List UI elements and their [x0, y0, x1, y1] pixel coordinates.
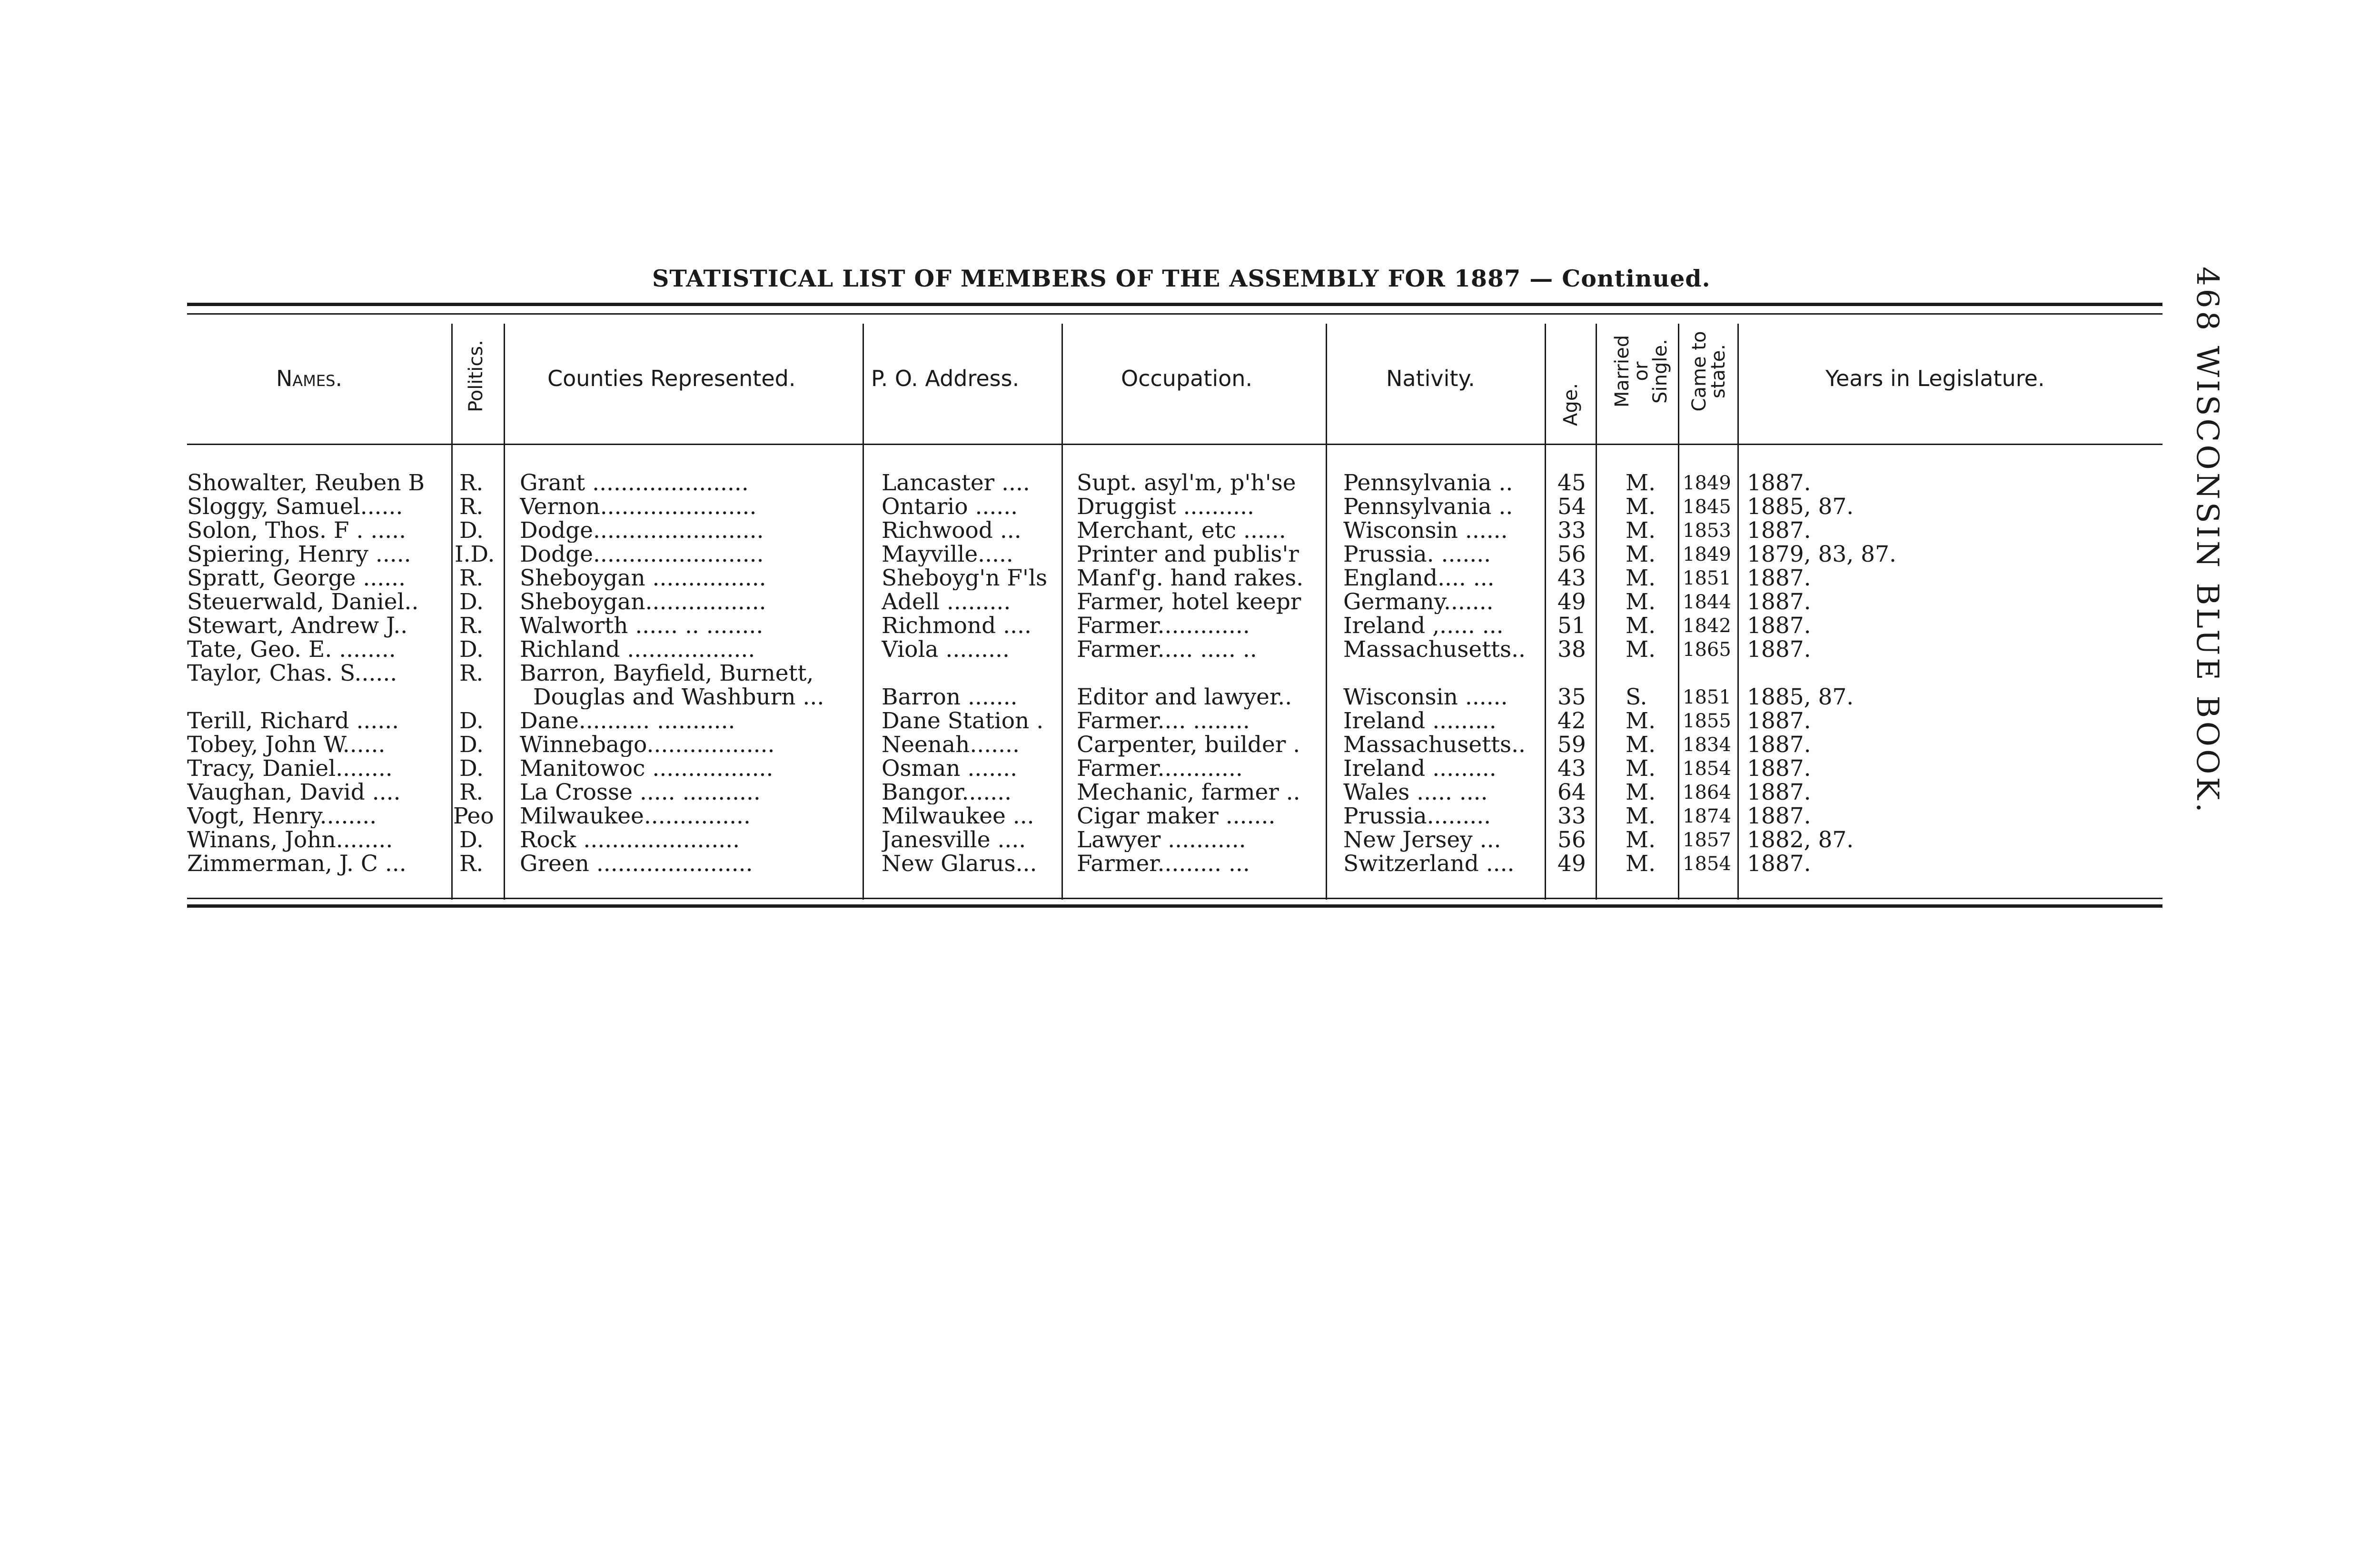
cell-age: 43 [1557, 757, 1586, 781]
cell-years: 1887. [1747, 733, 1811, 757]
cell-married: M. [1626, 828, 1656, 852]
header-counties: Counties Represented. [547, 366, 796, 391]
bottom-rule-thick [187, 904, 2162, 908]
cell-politics: D. [459, 733, 484, 757]
table-row [0, 804, 2380, 828]
cell-county: Sheboygan................. [520, 590, 766, 614]
table-row [0, 709, 2380, 733]
cell-politics: D. [459, 828, 484, 852]
cell-politics: D. [459, 638, 484, 662]
cell-nativity: Ireland ......... [1343, 757, 1497, 781]
cell-years: 1887. [1747, 757, 1811, 781]
table-row [0, 566, 2380, 590]
cell-county: Vernon...................... [520, 495, 757, 519]
cell-years: 1879, 83, 87. [1747, 543, 1896, 566]
cell-nativity: Wisconsin ...... [1343, 685, 1508, 709]
cell-name: Tate, Geo. E. ........ [187, 638, 396, 662]
cell-politics: R. [459, 471, 484, 495]
cell-nativity: Pennsylvania .. [1343, 495, 1513, 519]
cell-occupation: Merchant, etc ...... [1077, 519, 1286, 543]
top-rule-thick [187, 303, 2162, 306]
cell-occupation: Farmer............ [1077, 757, 1243, 781]
cell-occupation: Farmer......... ... [1077, 852, 1250, 876]
cell-name: Spiering, Henry ..... [187, 543, 411, 566]
cell-married: M. [1626, 709, 1656, 733]
cell-nativity: Pennsylvania .. [1343, 471, 1513, 495]
table-row [0, 590, 2380, 614]
cell-county: Green ...................... [520, 852, 753, 876]
cell-po: Janesville .... [882, 828, 1026, 852]
cell-name: Spratt, George ...... [187, 566, 406, 590]
cell-age: 51 [1557, 614, 1586, 638]
cell-occupation: Farmer..... ..... .. [1077, 638, 1257, 662]
cell-married: M. [1626, 590, 1656, 614]
cell-politics: D. [459, 757, 484, 781]
cell-county: Dodge........................ [520, 543, 764, 566]
cell-county: Dodge........................ [520, 519, 764, 543]
cell-name: Stewart, Andrew J.. [187, 614, 408, 638]
cell-po: Viola ......... [882, 638, 1010, 662]
cell-years: 1887. [1747, 471, 1811, 495]
cell-nativity: Wales ..... .... [1343, 781, 1488, 804]
cell-po: Richwood ... [882, 519, 1021, 543]
cell-came: 1842 [1683, 615, 1731, 637]
cell-politics: R. [459, 781, 484, 804]
cell-name: Tracy, Daniel........ [187, 757, 393, 781]
table-row [0, 519, 2380, 543]
table-row [0, 638, 2380, 662]
cell-po: Dane Station . [882, 709, 1044, 733]
cell-politics: R. [459, 495, 484, 519]
header-years: Years in Legislature. [1825, 366, 2045, 391]
table-row [0, 828, 2380, 852]
cell-politics: I.D. [455, 543, 495, 566]
cell-years: 1887. [1747, 804, 1811, 828]
table-row [0, 543, 2380, 566]
cell-county: Rock ...................... [520, 828, 740, 852]
cell-name: Showalter, Reuben B [187, 471, 425, 495]
cell-county: La Crosse ..... ........... [520, 781, 761, 804]
cell-nativity: Germany....... [1343, 590, 1494, 614]
cell-politics: R. [459, 614, 484, 638]
table-row [0, 757, 2380, 781]
cell-years: 1887. [1747, 590, 1811, 614]
cell-came: 1851 [1683, 567, 1731, 589]
table-row [0, 614, 2380, 638]
cell-came: 1857 [1683, 829, 1731, 851]
header-names: Names. [276, 366, 343, 391]
table-row [0, 495, 2380, 519]
cell-age: 33 [1557, 519, 1586, 543]
cell-county: Milwaukee............... [520, 804, 751, 828]
cell-came: 1844 [1683, 591, 1731, 613]
header-married-line3: Single. [1649, 339, 1671, 404]
cell-po: Lancaster .... [882, 471, 1030, 495]
cell-years: 1887. [1747, 614, 1811, 638]
cell-years: 1887. [1747, 781, 1811, 804]
cell-age: 43 [1557, 566, 1586, 590]
cell-name: Tobey, John W...... [187, 733, 386, 757]
header-married-line1: Married [1611, 335, 1633, 408]
cell-married: M. [1626, 804, 1656, 828]
cell-occupation: Farmer.... ........ [1077, 709, 1250, 733]
cell-came: 1849 [1683, 544, 1731, 565]
cell-occupation: Farmer............. [1077, 614, 1250, 638]
cell-po: Adell ......... [882, 590, 1011, 614]
cell-county: Walworth ...... .. ........ [520, 614, 764, 638]
cell-married: M. [1626, 781, 1656, 804]
cell-age: 59 [1557, 733, 1586, 757]
cell-years: 1887. [1747, 852, 1811, 876]
cell-age: 33 [1557, 804, 1586, 828]
cell-came: 1864 [1683, 782, 1731, 803]
cell-county: Manitowoc ................. [520, 757, 774, 781]
cell-name: Zimmerman, J. C ... [187, 852, 407, 876]
cell-occupation: Editor and lawyer.. [1077, 685, 1292, 709]
cell-occupation: Farmer, hotel keepr [1077, 590, 1301, 614]
header-came-line1: Came to [1688, 331, 1710, 412]
cell-age: 54 [1557, 495, 1586, 519]
cell-occupation: Carpenter, builder . [1077, 733, 1300, 757]
cell-nativity: Prussia. ....... [1343, 543, 1491, 566]
cell-name: Vogt, Henry........ [187, 804, 377, 828]
top-rule-thin [187, 313, 2162, 315]
cell-po: Neenah....... [882, 733, 1020, 757]
cell-politics: D. [459, 590, 484, 614]
cell-came: 1853 [1683, 520, 1731, 542]
cell-age: 56 [1557, 543, 1586, 566]
cell-married: M. [1626, 471, 1656, 495]
running-header: 468 WISCONSIN BLUE BOOK. [2190, 267, 2225, 815]
cell-politics: R. [459, 566, 484, 590]
page-title: STATISTICAL LIST OF MEMBERS OF THE ASSEMBLY FOR 1887 — Continued. [652, 265, 1711, 292]
cell-age: 38 [1557, 638, 1586, 662]
cell-po: Mayville..... [882, 543, 1013, 566]
table-row [0, 685, 2380, 709]
cell-nativity: Switzerland .... [1343, 852, 1515, 876]
cell-came: 1849 [1683, 472, 1731, 494]
header-po-address: P. O. Address. [871, 366, 1020, 391]
header-rule [187, 444, 2162, 445]
cell-po: Barron ....... [882, 685, 1018, 709]
cell-county: Barron, Bayfield, Burnett, [520, 662, 814, 685]
cell-nativity: England.... ... [1343, 566, 1495, 590]
cell-years: 1885, 87. [1747, 685, 1854, 709]
cell-politics: Peo [453, 804, 494, 828]
cell-county: Grant ...................... [520, 471, 749, 495]
cell-married: M. [1626, 638, 1656, 662]
cell-name: Steuerwald, Daniel.. [187, 590, 419, 614]
cell-politics: R. [459, 662, 484, 685]
header-age: Age. [1560, 383, 1582, 426]
cell-po: Richmond .... [882, 614, 1031, 638]
cell-county: Winnebago.................. [520, 733, 775, 757]
cell-years: 1887. [1747, 519, 1811, 543]
cell-occupation: Mechanic, farmer .. [1077, 781, 1300, 804]
cell-name: Solon, Thos. F . ..... [187, 519, 407, 543]
cell-age: 49 [1557, 852, 1586, 876]
cell-married: M. [1626, 757, 1656, 781]
cell-married: M. [1626, 543, 1656, 566]
cell-occupation: Supt. asyl'm, p'h'se [1077, 471, 1296, 495]
table-row [0, 781, 2380, 804]
cell-years: 1887. [1747, 566, 1811, 590]
cell-age: 64 [1557, 781, 1586, 804]
cell-married: M. [1626, 495, 1656, 519]
cell-occupation: Lawyer ........... [1077, 828, 1246, 852]
cell-po: Sheboyg'n F'ls [882, 566, 1048, 590]
cell-married: M. [1626, 733, 1656, 757]
cell-married: S. [1626, 685, 1647, 709]
cell-age: 45 [1557, 471, 1586, 495]
cell-po: Osman ....... [882, 757, 1018, 781]
cell-name: Sloggy, Samuel...... [187, 495, 403, 519]
cell-age: 49 [1557, 590, 1586, 614]
cell-came: 1851 [1683, 686, 1731, 708]
cell-came: 1845 [1683, 496, 1731, 518]
cell-years: 1887. [1747, 638, 1811, 662]
cell-occupation: Cigar maker ....... [1077, 804, 1276, 828]
cell-nativity: Massachusetts.. [1343, 733, 1526, 757]
cell-county: Dane.......... ........... [520, 709, 735, 733]
cell-nativity: Ireland ,..... ... [1343, 614, 1504, 638]
cell-married: M. [1626, 614, 1656, 638]
cell-occupation: Printer and publis'r [1077, 543, 1299, 566]
table-row [0, 733, 2380, 757]
cell-po: Milwaukee ... [882, 804, 1034, 828]
cell-county: Douglas and Washburn ... [533, 685, 824, 709]
header-nativity: Nativity. [1386, 366, 1475, 391]
bottom-rule-thin [187, 898, 2162, 899]
cell-age: 56 [1557, 828, 1586, 852]
cell-came: 1854 [1683, 758, 1731, 780]
header-came-line2: state. [1707, 344, 1729, 399]
cell-politics: D. [459, 519, 484, 543]
cell-nativity: Prussia......... [1343, 804, 1491, 828]
cell-occupation: Druggist .......... [1077, 495, 1254, 519]
cell-came: 1865 [1683, 639, 1731, 661]
cell-county: Sheboygan ................ [520, 566, 766, 590]
cell-came: 1854 [1683, 853, 1731, 875]
cell-nativity: Wisconsin ...... [1343, 519, 1508, 543]
header-politics: Politics. [465, 340, 487, 412]
cell-occupation: Manf'g. hand rakes. [1077, 566, 1304, 590]
cell-nativity: Massachusetts.. [1343, 638, 1526, 662]
cell-name: Taylor, Chas. S...... [187, 662, 397, 685]
header-married-line2: or [1630, 361, 1652, 381]
cell-county: Richland .................. [520, 638, 755, 662]
cell-name: Terill, Richard ...... [187, 709, 399, 733]
cell-came: 1855 [1683, 710, 1731, 732]
cell-years: 1882, 87. [1747, 828, 1854, 852]
cell-years: 1887. [1747, 709, 1811, 733]
cell-politics: R. [459, 852, 484, 876]
cell-years: 1885, 87. [1747, 495, 1854, 519]
table-row [0, 662, 2380, 685]
cell-po: Bangor....... [882, 781, 1012, 804]
cell-nativity: Ireland ......... [1343, 709, 1497, 733]
table-row [0, 471, 2380, 495]
cell-po: Ontario ...... [882, 495, 1018, 519]
cell-age: 35 [1557, 685, 1586, 709]
table-row [0, 852, 2380, 876]
cell-name: Vaughan, David .... [187, 781, 401, 804]
cell-age: 42 [1557, 709, 1586, 733]
cell-came: 1874 [1683, 805, 1731, 827]
cell-married: M. [1626, 852, 1656, 876]
cell-came: 1834 [1683, 734, 1731, 756]
cell-politics: D. [459, 709, 484, 733]
header-occupation: Occupation. [1121, 366, 1253, 391]
cell-married: M. [1626, 566, 1656, 590]
cell-married: M. [1626, 519, 1656, 543]
cell-name: Winans, John........ [187, 828, 393, 852]
cell-po: New Glarus... [882, 852, 1037, 876]
cell-nativity: New Jersey ... [1343, 828, 1501, 852]
